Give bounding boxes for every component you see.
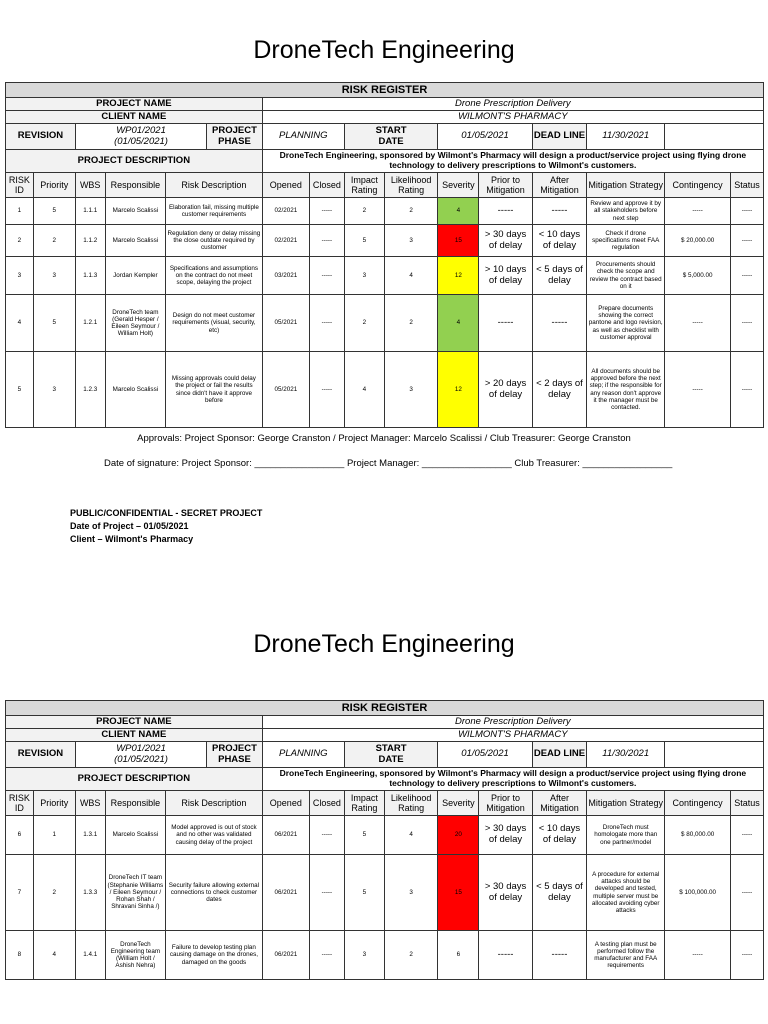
risk-description-cell: Security failure allowing external connections to check customer dates <box>166 855 263 931</box>
priority-cell: 1 <box>33 816 75 855</box>
deadline-value: 11/30/2021 <box>587 742 665 768</box>
col-responsible: Responsible <box>105 791 166 816</box>
contingency-cell: $ 80,000.00 <box>665 816 731 855</box>
closed-cell: ----- <box>309 855 344 931</box>
after-mitigation-cell: < 5 days of delay <box>532 855 586 931</box>
revision-label: REVISION <box>6 124 76 150</box>
mitigation-strategy-cell: All documents should be approved before the next step; if the responsible for any reason don't approve it the manager must be contacted. <box>587 352 665 428</box>
col-responsible: Responsible <box>105 173 166 198</box>
start-date-label: START DATE <box>344 742 437 768</box>
opened-cell: 02/2021 <box>262 198 309 225</box>
mitigation-strategy-cell: A testing plan must be performed follow the manufacturer and FAA requirements <box>587 931 665 980</box>
risk-description-cell: Specifications and assumptions on the contract do not meet scope, delaying the project <box>166 257 263 295</box>
mitigation-strategy-cell: Review and approve it by all stakeholders before next step <box>587 198 665 225</box>
risk-row <box>6 257 764 295</box>
prior-mitigation-cell: > 30 days of delay <box>479 225 532 257</box>
revision-value: WP01/2021 (01/05/2021) <box>75 124 206 150</box>
opened-cell: 03/2021 <box>262 257 309 295</box>
risk-row <box>6 816 764 855</box>
after-mitigation-cell: < 10 days of delay <box>532 816 586 855</box>
project-description-value: DroneTech Engineering, sponsored by Wilmont's Pharmacy will design a product/service project using flying drone technology to delivery prescriptions to Wilmont's customers. <box>262 768 763 791</box>
register-title: RISK REGISTER <box>6 701 764 716</box>
severity-cell: 12 <box>438 257 479 295</box>
opened-cell: 05/2021 <box>262 295 309 352</box>
prior-mitigation-cell: ----- <box>479 931 532 980</box>
priority-cell: 2 <box>33 225 75 257</box>
start-date-label: START DATE <box>344 124 437 150</box>
risk-row <box>6 295 764 352</box>
opened-cell: 02/2021 <box>262 225 309 257</box>
risk-id-cell: 6 <box>6 816 34 855</box>
col-risk-id: RISK ID <box>6 173 34 198</box>
col-after: After Mitigation <box>532 791 586 816</box>
col-risk-description: Risk Description <box>166 791 263 816</box>
risk-row <box>6 855 764 931</box>
prior-mitigation-cell: > 30 days of delay <box>479 855 532 931</box>
impact-cell: 4 <box>344 352 384 428</box>
severity-cell: 6 <box>438 931 479 980</box>
col-likelihood: Likelihood Rating <box>384 173 437 198</box>
register-title: RISK REGISTER <box>6 83 764 98</box>
severity-cell: 15 <box>438 855 479 931</box>
col-strategy: Mitigation Strategy <box>587 173 665 198</box>
start-date-value: 01/05/2021 <box>438 124 532 150</box>
col-severity: Severity <box>438 791 479 816</box>
impact-cell: 2 <box>344 295 384 352</box>
severity-cell: 4 <box>438 295 479 352</box>
severity-cell: 15 <box>438 225 479 257</box>
likelihood-cell: 4 <box>384 257 437 295</box>
risk-register-table <box>5 82 764 428</box>
col-contingency: Contingency <box>665 173 731 198</box>
deadline-label: DEAD LINE <box>532 742 586 768</box>
col-priority: Priority <box>33 791 75 816</box>
page-title: DroneTech Engineering <box>253 36 515 64</box>
severity-cell: 4 <box>438 198 479 225</box>
deadline-label: DEAD LINE <box>532 124 586 150</box>
status-cell: ----- <box>730 257 763 295</box>
status-cell: ----- <box>730 816 763 855</box>
wbs-cell: 1.1.1 <box>75 198 105 225</box>
after-mitigation-cell: ----- <box>532 295 586 352</box>
revision-value: WP01/2021 (01/05/2021) <box>75 742 206 768</box>
impact-cell: 3 <box>344 931 384 980</box>
priority-cell: 4 <box>33 931 75 980</box>
impact-cell: 5 <box>344 225 384 257</box>
approvals-line: Approvals: Project Sponsor: George Cranston / Project Manager: Marcelo Scalissi / Club Treasurer: George Cranston <box>137 433 631 444</box>
after-mitigation-cell: < 2 days of delay <box>532 352 586 428</box>
closed-cell: ----- <box>309 816 344 855</box>
risk-register-table-2 <box>5 700 764 980</box>
col-opened: Opened <box>262 791 309 816</box>
project-name-label: PROJECT NAME <box>6 716 263 729</box>
responsible-cell: Jordan Kempler <box>105 257 166 295</box>
likelihood-cell: 2 <box>384 198 437 225</box>
project-name-value: Drone Prescription Delivery <box>262 98 763 111</box>
page-title-2: DroneTech Engineering <box>253 630 515 658</box>
prior-mitigation-cell: > 30 days of delay <box>479 816 532 855</box>
mitigation-strategy-cell: Check if drone specifications meet FAA regulation <box>587 225 665 257</box>
closed-cell: ----- <box>309 198 344 225</box>
closed-cell: ----- <box>309 352 344 428</box>
col-after: After Mitigation <box>532 173 586 198</box>
project-description-label: PROJECT DESCRIPTION <box>6 150 263 173</box>
priority-cell: 5 <box>33 295 75 352</box>
risk-id-cell: 4 <box>6 295 34 352</box>
likelihood-cell: 3 <box>384 352 437 428</box>
signature-line: Date of signature: Project Sponsor: _________________ Project Manager: _________________ Club Treasurer: _________________ <box>104 458 673 469</box>
col-wbs: WBS <box>75 173 105 198</box>
col-prior: Prior to Mitigation <box>479 173 532 198</box>
wbs-cell: 1.1.2 <box>75 225 105 257</box>
contingency-cell: ----- <box>665 352 731 428</box>
opened-cell: 06/2021 <box>262 931 309 980</box>
closed-cell: ----- <box>309 295 344 352</box>
impact-cell: 5 <box>344 855 384 931</box>
footer-classification: PUBLIC/CONFIDENTIAL - SECRET PROJECT <box>70 508 263 518</box>
opened-cell: 06/2021 <box>262 855 309 931</box>
project-description-label: PROJECT DESCRIPTION <box>6 768 263 791</box>
empty-cell <box>665 742 764 768</box>
deadline-value: 11/30/2021 <box>587 124 665 150</box>
risk-description-cell: Missing approvals could delay the project or fail the results since didn't have it approve before <box>166 352 263 428</box>
severity-cell: 12 <box>438 352 479 428</box>
col-strategy: Mitigation Strategy <box>587 791 665 816</box>
likelihood-cell: 4 <box>384 816 437 855</box>
status-cell: ----- <box>730 295 763 352</box>
likelihood-cell: 3 <box>384 855 437 931</box>
project-description-value: DroneTech Engineering, sponsored by Wilmont's Pharmacy will design a product/service project using flying drone technology to delivery prescriptions to Wilmont's customers. <box>262 150 763 173</box>
mitigation-strategy-cell: DroneTech must homologate more than one partner/model <box>587 816 665 855</box>
mitigation-strategy-cell: Procurements should check the scope and review the contract based on it <box>587 257 665 295</box>
client-name-value: WILMONT'S PHARMACY <box>262 111 763 124</box>
responsible-cell: Marcelo Scalissi <box>105 225 166 257</box>
empty-cell <box>665 124 764 150</box>
phase-label: PROJECT PHASE <box>207 742 262 768</box>
contingency-cell: $ 100,000.00 <box>665 855 731 931</box>
wbs-cell: 1.3.1 <box>75 816 105 855</box>
wbs-cell: 1.1.3 <box>75 257 105 295</box>
col-closed: Closed <box>309 173 344 198</box>
mitigation-strategy-cell: Prepare documents showing the correct pantone and logo revision, as well as checklist with customer approval <box>587 295 665 352</box>
footer-info <box>70 507 262 546</box>
responsible-cell: DroneTech Engineering team (William Holt / Ashish Nehra) <box>105 931 166 980</box>
wbs-cell: 1.4.1 <box>75 931 105 980</box>
contingency-cell: ----- <box>665 198 731 225</box>
severity-cell: 20 <box>438 816 479 855</box>
phase-label: PROJECT PHASE <box>207 124 262 150</box>
wbs-cell: 1.3.3 <box>75 855 105 931</box>
risk-id-cell: 1 <box>6 198 34 225</box>
after-mitigation-cell: ----- <box>532 198 586 225</box>
col-likelihood: Likelihood Rating <box>384 791 437 816</box>
likelihood-cell: 2 <box>384 295 437 352</box>
col-impact: Impact Rating <box>344 173 384 198</box>
closed-cell: ----- <box>309 931 344 980</box>
client-name-value: WILMONT'S PHARMACY <box>262 729 763 742</box>
responsible-cell: DroneTech IT team (Stephanie Williams / Eileen Seymour / Rohan Shah / Shravani Sinha /) <box>105 855 166 931</box>
col-prior: Prior to Mitigation <box>479 791 532 816</box>
col-priority: Priority <box>33 173 75 198</box>
risk-row <box>6 352 764 428</box>
contingency-cell: ----- <box>665 295 731 352</box>
impact-cell: 2 <box>344 198 384 225</box>
risk-id-cell: 7 <box>6 855 34 931</box>
responsible-cell: Marcelo Scalissi <box>105 198 166 225</box>
risk-id-cell: 5 <box>6 352 34 428</box>
risk-id-cell: 2 <box>6 225 34 257</box>
prior-mitigation-cell: ----- <box>479 198 532 225</box>
start-date-value: 01/05/2021 <box>438 742 532 768</box>
phase-value: PLANNING <box>262 124 344 150</box>
prior-mitigation-cell: > 10 days of delay <box>479 257 532 295</box>
risk-description-cell: Model approved is out of stock and no other was validated causing delay of the project <box>166 816 263 855</box>
col-opened: Opened <box>262 173 309 198</box>
client-name-label: CLIENT NAME <box>6 111 263 124</box>
risk-description-cell: Design do not meet customer requirements (visual, security, etc) <box>166 295 263 352</box>
col-severity: Severity <box>438 173 479 198</box>
responsible-cell: Marcelo Scalissi <box>105 352 166 428</box>
footer-date: Date of Project – 01/05/2021 <box>70 521 189 531</box>
risk-id-cell: 8 <box>6 931 34 980</box>
col-risk-id: RISK ID <box>6 791 34 816</box>
contingency-cell: $ 5,000.00 <box>665 257 731 295</box>
opened-cell: 05/2021 <box>262 352 309 428</box>
priority-cell: 3 <box>33 352 75 428</box>
col-wbs: WBS <box>75 791 105 816</box>
col-risk-description: Risk Description <box>166 173 263 198</box>
col-impact: Impact Rating <box>344 791 384 816</box>
responsible-cell: DroneTech team (Gerald Hesper / Eileen Seymour / William Holt) <box>105 295 166 352</box>
status-cell: ----- <box>730 352 763 428</box>
project-name-value: Drone Prescription Delivery <box>262 716 763 729</box>
impact-cell: 3 <box>344 257 384 295</box>
mitigation-strategy-cell: A procedure for external attacks should be developed and tested, multiple server must be allocated avoiding cyber attacks <box>587 855 665 931</box>
status-cell: ----- <box>730 198 763 225</box>
risk-description-cell: Failure to develop testing plan causing damage on the drones, damaged on the goods <box>166 931 263 980</box>
client-name-label: CLIENT NAME <box>6 729 263 742</box>
risk-description-cell: Elaboration fail, missing multiple customer requirements <box>166 198 263 225</box>
impact-cell: 5 <box>344 816 384 855</box>
status-cell: ----- <box>730 931 763 980</box>
col-contingency: Contingency <box>665 791 731 816</box>
col-closed: Closed <box>309 791 344 816</box>
opened-cell: 06/2021 <box>262 816 309 855</box>
revision-label: REVISION <box>6 742 76 768</box>
risk-row <box>6 931 764 980</box>
closed-cell: ----- <box>309 257 344 295</box>
status-cell: ----- <box>730 225 763 257</box>
col-status: Status <box>730 791 763 816</box>
contingency-cell: ----- <box>665 931 731 980</box>
contingency-cell: $ 20,000.00 <box>665 225 731 257</box>
risk-id-cell: 3 <box>6 257 34 295</box>
prior-mitigation-cell: ----- <box>479 295 532 352</box>
prior-mitigation-cell: > 20 days of delay <box>479 352 532 428</box>
likelihood-cell: 2 <box>384 931 437 980</box>
status-cell: ----- <box>730 855 763 931</box>
project-name-label: PROJECT NAME <box>6 98 263 111</box>
responsible-cell: Marcelo Scalissi <box>105 816 166 855</box>
risk-row <box>6 198 764 225</box>
risk-row <box>6 225 764 257</box>
likelihood-cell: 3 <box>384 225 437 257</box>
wbs-cell: 1.2.1 <box>75 295 105 352</box>
priority-cell: 2 <box>33 855 75 931</box>
closed-cell: ----- <box>309 225 344 257</box>
wbs-cell: 1.2.3 <box>75 352 105 428</box>
priority-cell: 5 <box>33 198 75 225</box>
after-mitigation-cell: < 10 days of delay <box>532 225 586 257</box>
footer-client: Client – Wilmont's Pharmacy <box>70 534 194 544</box>
phase-value: PLANNING <box>262 742 344 768</box>
priority-cell: 3 <box>33 257 75 295</box>
after-mitigation-cell: ----- <box>532 931 586 980</box>
risk-description-cell: Regulation deny or delay missing the close outdate required by customer <box>166 225 263 257</box>
col-status: Status <box>730 173 763 198</box>
after-mitigation-cell: < 5 days of delay <box>532 257 586 295</box>
